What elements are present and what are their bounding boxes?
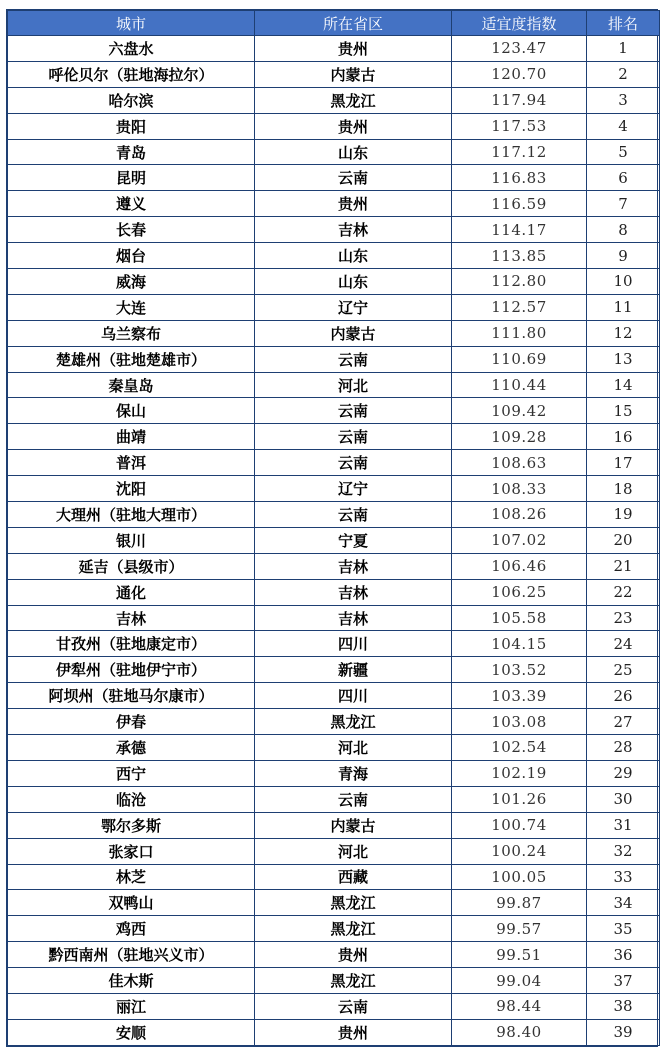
index-cell: 108.33 bbox=[452, 476, 587, 502]
table-row bbox=[8, 812, 660, 838]
province-cell: 贵州 bbox=[255, 942, 452, 968]
province-cell: 辽宁 bbox=[255, 476, 452, 502]
rank-cell: 34 bbox=[587, 890, 660, 916]
rank-cell: 20 bbox=[587, 527, 660, 553]
table-row bbox=[8, 605, 660, 631]
city-cell: 六盘水 bbox=[8, 36, 255, 62]
index-cell: 110.44 bbox=[452, 372, 587, 398]
province-cell: 吉林 bbox=[255, 553, 452, 579]
rank-cell: 8 bbox=[587, 217, 660, 243]
city-cell: 遵义 bbox=[8, 191, 255, 217]
city-cell: 昆明 bbox=[8, 165, 255, 191]
index-cell: 100.05 bbox=[452, 864, 587, 890]
rank-cell: 33 bbox=[587, 864, 660, 890]
index-cell: 120.70 bbox=[452, 61, 587, 87]
rank-cell: 2 bbox=[587, 61, 660, 87]
rank-cell: 3 bbox=[587, 87, 660, 113]
table-row bbox=[8, 864, 660, 890]
city-cell: 双鸭山 bbox=[8, 890, 255, 916]
index-cell: 112.57 bbox=[452, 294, 587, 320]
header-rank: 排名 bbox=[587, 11, 660, 36]
province-cell: 山东 bbox=[255, 269, 452, 295]
table-row bbox=[8, 450, 660, 476]
city-cell: 延吉（县级市） bbox=[8, 553, 255, 579]
city-cell: 乌兰察布 bbox=[8, 320, 255, 346]
table-row bbox=[8, 113, 660, 139]
province-cell: 河北 bbox=[255, 372, 452, 398]
table-row bbox=[8, 709, 660, 735]
province-cell: 云南 bbox=[255, 786, 452, 812]
province-cell: 河北 bbox=[255, 838, 452, 864]
rank-cell: 37 bbox=[587, 968, 660, 994]
province-cell: 贵州 bbox=[255, 113, 452, 139]
city-cell: 黔西南州（驻地兴义市） bbox=[8, 942, 255, 968]
index-cell: 99.57 bbox=[452, 916, 587, 942]
ranking-table bbox=[7, 10, 660, 1046]
rank-cell: 7 bbox=[587, 191, 660, 217]
province-cell: 云南 bbox=[255, 993, 452, 1019]
province-cell: 西藏 bbox=[255, 864, 452, 890]
table-row bbox=[8, 476, 660, 502]
index-cell: 102.19 bbox=[452, 760, 587, 786]
city-cell: 吉林 bbox=[8, 605, 255, 631]
province-cell: 吉林 bbox=[255, 217, 452, 243]
rank-cell: 31 bbox=[587, 812, 660, 838]
province-cell: 贵州 bbox=[255, 1019, 452, 1045]
table-row bbox=[8, 165, 660, 191]
rank-cell: 4 bbox=[587, 113, 660, 139]
province-cell: 黑龙江 bbox=[255, 87, 452, 113]
table-row bbox=[8, 320, 660, 346]
table-row bbox=[8, 968, 660, 994]
index-cell: 117.12 bbox=[452, 139, 587, 165]
index-cell: 109.42 bbox=[452, 398, 587, 424]
table-row bbox=[8, 191, 660, 217]
rank-cell: 19 bbox=[587, 502, 660, 528]
ranking-table-container bbox=[6, 9, 658, 1047]
rank-cell: 30 bbox=[587, 786, 660, 812]
province-cell: 辽宁 bbox=[255, 294, 452, 320]
city-cell: 鸡西 bbox=[8, 916, 255, 942]
table-row bbox=[8, 553, 660, 579]
city-cell: 阿坝州（驻地马尔康市） bbox=[8, 683, 255, 709]
rank-cell: 13 bbox=[587, 346, 660, 372]
rank-cell: 10 bbox=[587, 269, 660, 295]
index-cell: 114.17 bbox=[452, 217, 587, 243]
province-cell: 山东 bbox=[255, 139, 452, 165]
province-cell: 四川 bbox=[255, 683, 452, 709]
city-cell: 林芝 bbox=[8, 864, 255, 890]
rank-cell: 12 bbox=[587, 320, 660, 346]
table-row bbox=[8, 502, 660, 528]
city-cell: 安顺 bbox=[8, 1019, 255, 1045]
index-cell: 116.83 bbox=[452, 165, 587, 191]
index-cell: 99.87 bbox=[452, 890, 587, 916]
rank-cell: 5 bbox=[587, 139, 660, 165]
city-cell: 长春 bbox=[8, 217, 255, 243]
table-row bbox=[8, 735, 660, 761]
index-cell: 108.63 bbox=[452, 450, 587, 476]
index-cell: 103.39 bbox=[452, 683, 587, 709]
province-cell: 云南 bbox=[255, 165, 452, 191]
city-cell: 保山 bbox=[8, 398, 255, 424]
table-row bbox=[8, 838, 660, 864]
rank-cell: 23 bbox=[587, 605, 660, 631]
province-cell: 吉林 bbox=[255, 605, 452, 631]
city-cell: 通化 bbox=[8, 579, 255, 605]
city-cell: 呼伦贝尔（驻地海拉尔） bbox=[8, 61, 255, 87]
index-cell: 110.69 bbox=[452, 346, 587, 372]
rank-cell: 11 bbox=[587, 294, 660, 320]
city-cell: 鄂尔多斯 bbox=[8, 812, 255, 838]
city-cell: 秦皇岛 bbox=[8, 372, 255, 398]
city-cell: 普洱 bbox=[8, 450, 255, 476]
index-cell: 111.80 bbox=[452, 320, 587, 346]
rank-cell: 18 bbox=[587, 476, 660, 502]
table-row bbox=[8, 683, 660, 709]
index-cell: 108.26 bbox=[452, 502, 587, 528]
province-cell: 云南 bbox=[255, 502, 452, 528]
table-row bbox=[8, 243, 660, 269]
table-row bbox=[8, 579, 660, 605]
table-row bbox=[8, 61, 660, 87]
index-cell: 100.24 bbox=[452, 838, 587, 864]
city-cell: 沈阳 bbox=[8, 476, 255, 502]
index-cell: 116.59 bbox=[452, 191, 587, 217]
index-cell: 103.08 bbox=[452, 709, 587, 735]
city-cell: 楚雄州（驻地楚雄市） bbox=[8, 346, 255, 372]
table-row bbox=[8, 942, 660, 968]
rank-cell: 26 bbox=[587, 683, 660, 709]
rank-cell: 1 bbox=[587, 36, 660, 62]
table-header-row bbox=[8, 11, 660, 36]
province-cell: 云南 bbox=[255, 346, 452, 372]
city-cell: 曲靖 bbox=[8, 424, 255, 450]
table-row bbox=[8, 657, 660, 683]
city-cell: 贵阳 bbox=[8, 113, 255, 139]
index-cell: 106.46 bbox=[452, 553, 587, 579]
index-cell: 99.04 bbox=[452, 968, 587, 994]
rank-cell: 16 bbox=[587, 424, 660, 450]
index-cell: 104.15 bbox=[452, 631, 587, 657]
province-cell: 内蒙古 bbox=[255, 61, 452, 87]
table-row bbox=[8, 36, 660, 62]
province-cell: 贵州 bbox=[255, 36, 452, 62]
city-cell: 哈尔滨 bbox=[8, 87, 255, 113]
table-row bbox=[8, 786, 660, 812]
rank-cell: 38 bbox=[587, 993, 660, 1019]
city-cell: 伊春 bbox=[8, 709, 255, 735]
rank-cell: 14 bbox=[587, 372, 660, 398]
city-cell: 大连 bbox=[8, 294, 255, 320]
header-city: 城市 bbox=[8, 11, 255, 36]
city-cell: 承德 bbox=[8, 735, 255, 761]
city-cell: 佳木斯 bbox=[8, 968, 255, 994]
rank-cell: 6 bbox=[587, 165, 660, 191]
province-cell: 内蒙古 bbox=[255, 320, 452, 346]
table-row bbox=[8, 269, 660, 295]
index-cell: 99.51 bbox=[452, 942, 587, 968]
index-cell: 103.52 bbox=[452, 657, 587, 683]
index-cell: 112.80 bbox=[452, 269, 587, 295]
city-cell: 大理州（驻地大理市） bbox=[8, 502, 255, 528]
rank-cell: 29 bbox=[587, 760, 660, 786]
province-cell: 黑龙江 bbox=[255, 968, 452, 994]
index-cell: 109.28 bbox=[452, 424, 587, 450]
city-cell: 威海 bbox=[8, 269, 255, 295]
table-row bbox=[8, 1019, 660, 1045]
city-cell: 临沧 bbox=[8, 786, 255, 812]
table-row bbox=[8, 139, 660, 165]
province-cell: 内蒙古 bbox=[255, 812, 452, 838]
rank-cell: 9 bbox=[587, 243, 660, 269]
province-cell: 云南 bbox=[255, 450, 452, 476]
index-cell: 106.25 bbox=[452, 579, 587, 605]
city-cell: 张家口 bbox=[8, 838, 255, 864]
city-cell: 丽江 bbox=[8, 993, 255, 1019]
rank-cell: 21 bbox=[587, 553, 660, 579]
table-row bbox=[8, 217, 660, 243]
rank-cell: 39 bbox=[587, 1019, 660, 1045]
table-row bbox=[8, 346, 660, 372]
rank-cell: 25 bbox=[587, 657, 660, 683]
table-row bbox=[8, 916, 660, 942]
province-cell: 黑龙江 bbox=[255, 709, 452, 735]
index-cell: 113.85 bbox=[452, 243, 587, 269]
city-cell: 青岛 bbox=[8, 139, 255, 165]
province-cell: 黑龙江 bbox=[255, 916, 452, 942]
table-row bbox=[8, 760, 660, 786]
header-index: 适宜度指数 bbox=[452, 11, 587, 36]
province-cell: 贵州 bbox=[255, 191, 452, 217]
table-row bbox=[8, 398, 660, 424]
city-cell: 烟台 bbox=[8, 243, 255, 269]
table-row bbox=[8, 890, 660, 916]
index-cell: 98.44 bbox=[452, 993, 587, 1019]
table-row bbox=[8, 993, 660, 1019]
rank-cell: 24 bbox=[587, 631, 660, 657]
province-cell: 青海 bbox=[255, 760, 452, 786]
table-row bbox=[8, 631, 660, 657]
index-cell: 123.47 bbox=[452, 36, 587, 62]
rank-cell: 27 bbox=[587, 709, 660, 735]
province-cell: 河北 bbox=[255, 735, 452, 761]
rank-cell: 28 bbox=[587, 735, 660, 761]
index-cell: 117.94 bbox=[452, 87, 587, 113]
index-cell: 98.40 bbox=[452, 1019, 587, 1045]
header-province: 所在省区 bbox=[255, 11, 452, 36]
index-cell: 100.74 bbox=[452, 812, 587, 838]
rank-cell: 35 bbox=[587, 916, 660, 942]
city-cell: 银川 bbox=[8, 527, 255, 553]
table-row bbox=[8, 424, 660, 450]
province-cell: 宁夏 bbox=[255, 527, 452, 553]
table-row bbox=[8, 294, 660, 320]
table-row bbox=[8, 527, 660, 553]
rank-cell: 36 bbox=[587, 942, 660, 968]
province-cell: 山东 bbox=[255, 243, 452, 269]
index-cell: 105.58 bbox=[452, 605, 587, 631]
province-cell: 云南 bbox=[255, 398, 452, 424]
province-cell: 吉林 bbox=[255, 579, 452, 605]
province-cell: 黑龙江 bbox=[255, 890, 452, 916]
province-cell: 新疆 bbox=[255, 657, 452, 683]
rank-cell: 32 bbox=[587, 838, 660, 864]
table-row bbox=[8, 372, 660, 398]
index-cell: 107.02 bbox=[452, 527, 587, 553]
index-cell: 102.54 bbox=[452, 735, 587, 761]
province-cell: 四川 bbox=[255, 631, 452, 657]
city-cell: 西宁 bbox=[8, 760, 255, 786]
rank-cell: 22 bbox=[587, 579, 660, 605]
rank-cell: 15 bbox=[587, 398, 660, 424]
rank-cell: 17 bbox=[587, 450, 660, 476]
city-cell: 伊犁州（驻地伊宁市） bbox=[8, 657, 255, 683]
index-cell: 101.26 bbox=[452, 786, 587, 812]
city-cell: 甘孜州（驻地康定市） bbox=[8, 631, 255, 657]
index-cell: 117.53 bbox=[452, 113, 587, 139]
table-row bbox=[8, 87, 660, 113]
province-cell: 云南 bbox=[255, 424, 452, 450]
